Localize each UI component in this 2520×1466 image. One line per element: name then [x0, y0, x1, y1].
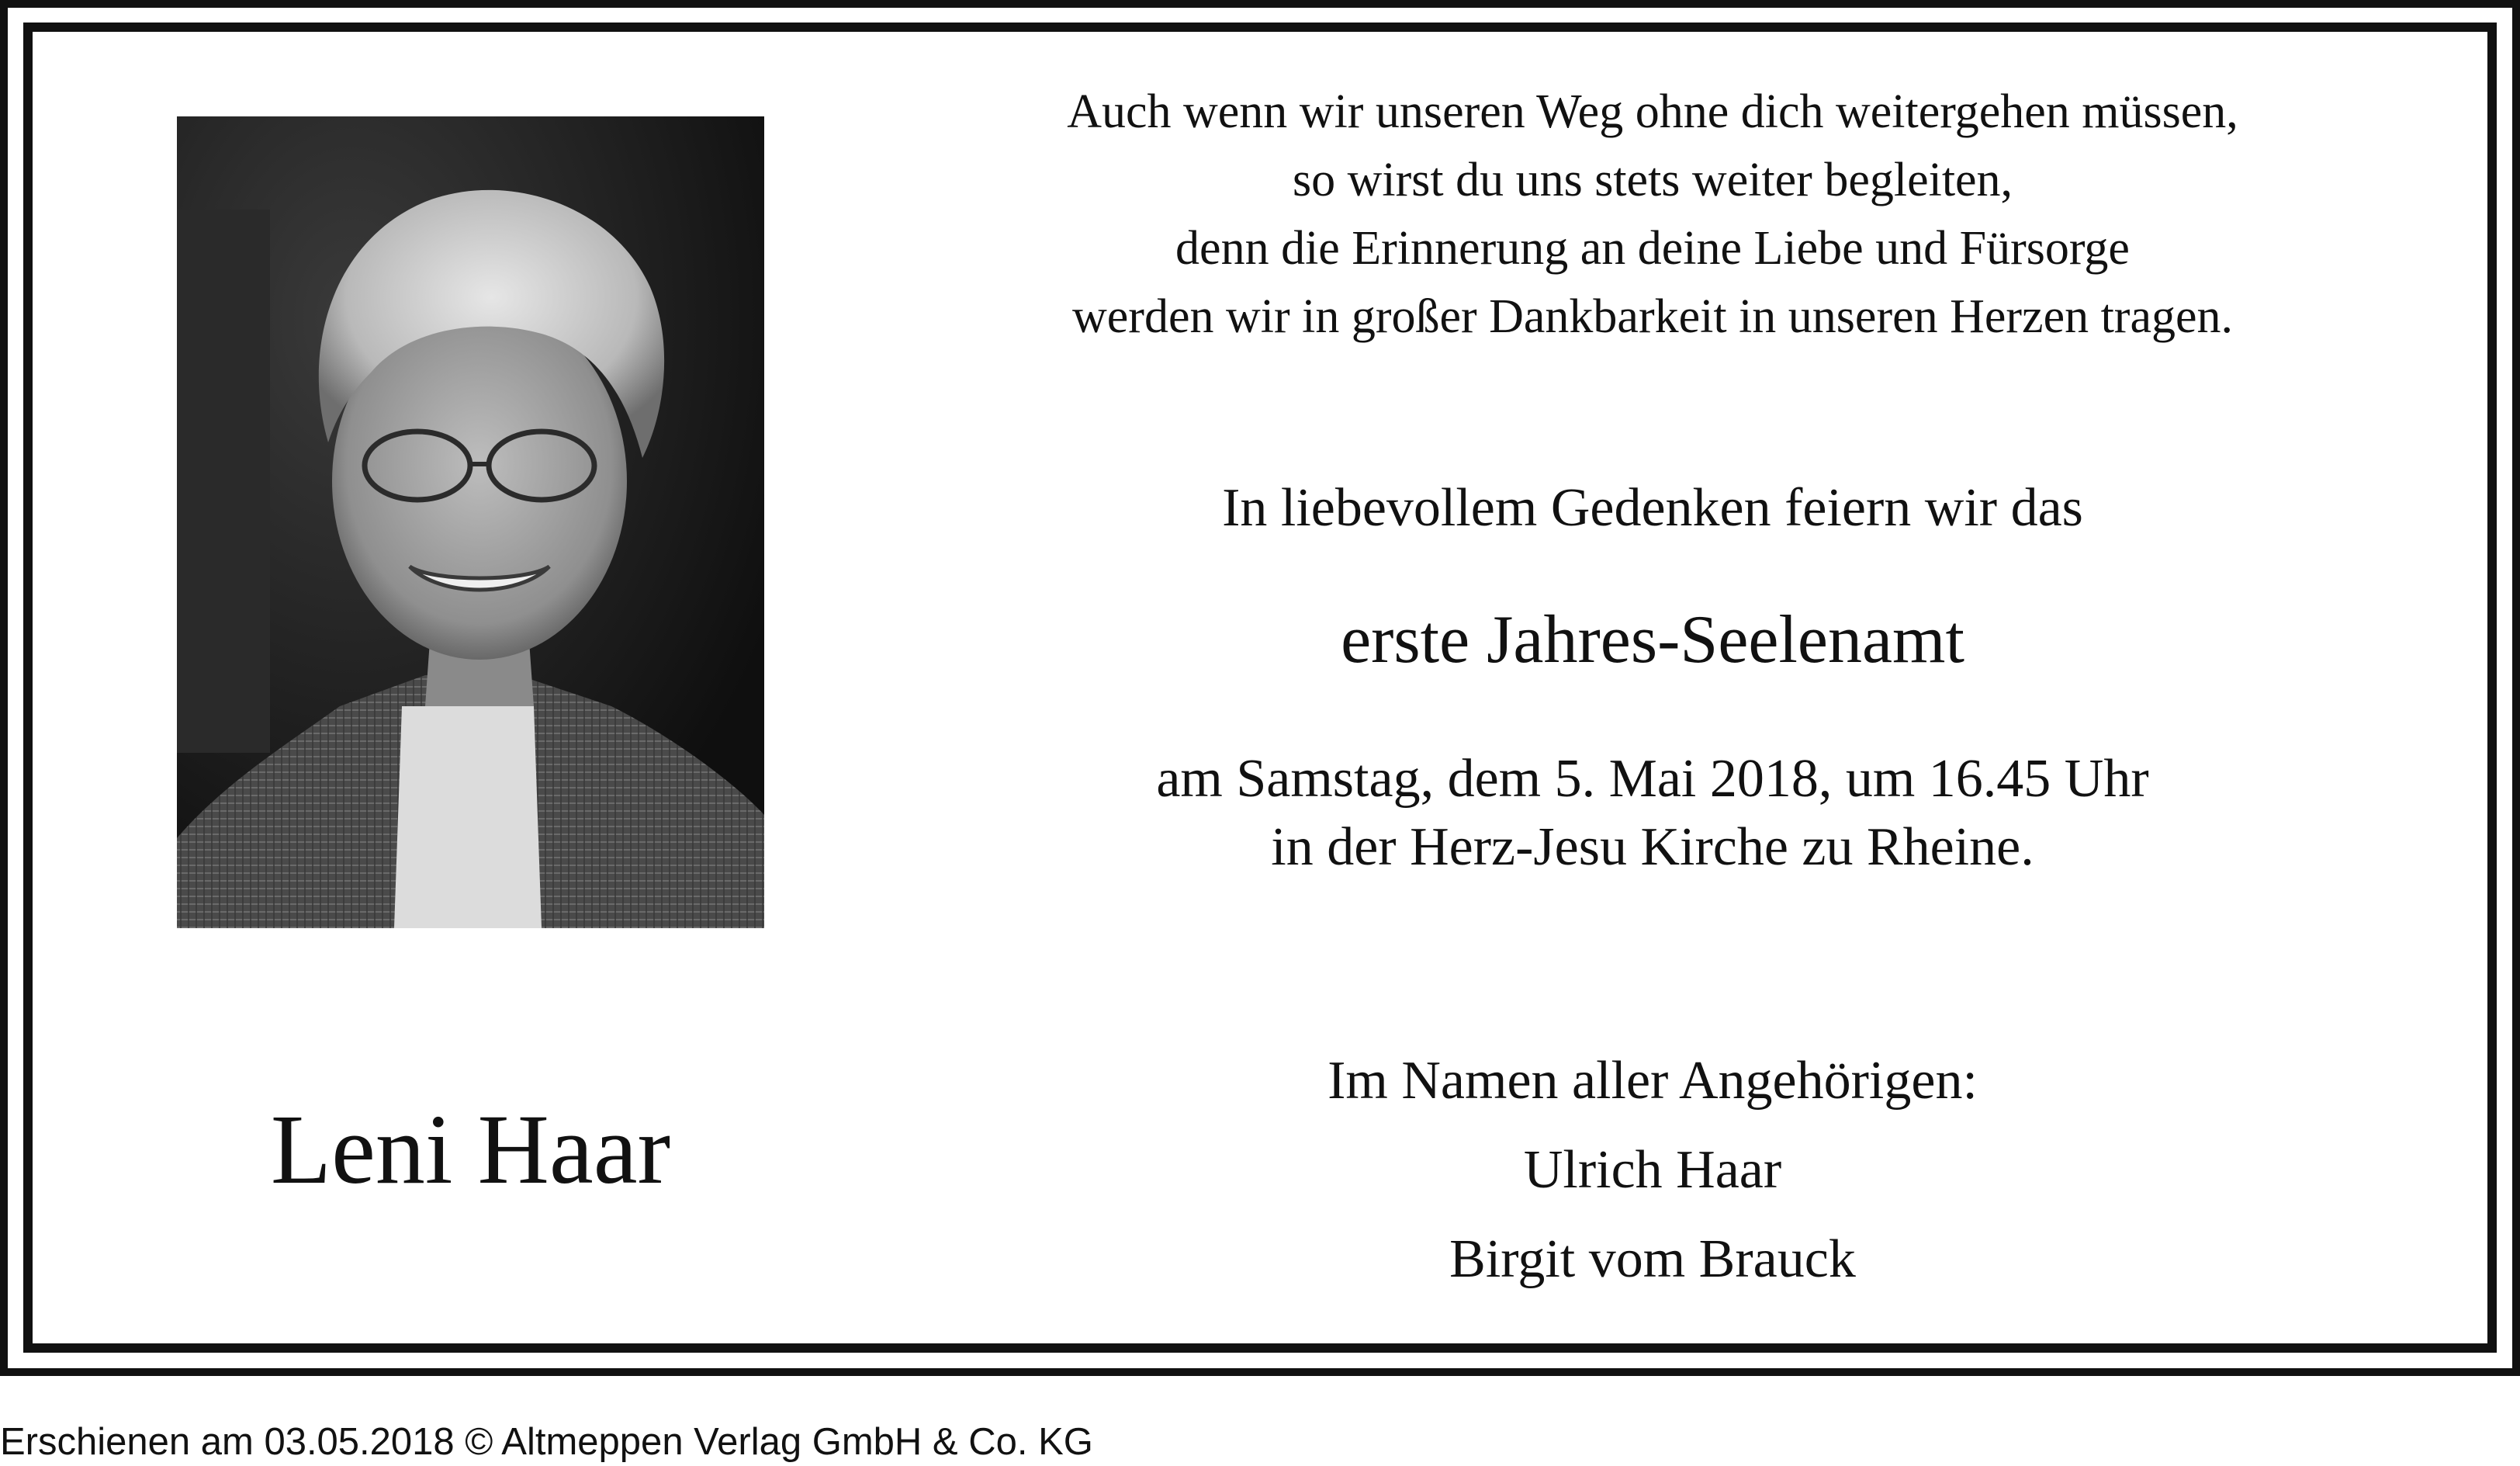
- portrait-photo: [177, 116, 764, 928]
- mourners-block: [931, 1036, 2374, 1304]
- poem-line: denn die Erinnerung an deine Liebe und Fürsorge: [1175, 222, 2130, 275]
- service-details: [931, 745, 2374, 882]
- mourner-name: Ulrich Haar: [1523, 1140, 1782, 1200]
- mourners-heading: Im Namen aller Angehörigen:: [1328, 1051, 1978, 1111]
- deceased-name: Leni Haar: [270, 1094, 671, 1204]
- service-date-line: am Samstag, dem 5. Mai 2018, um 16.45 Uhr: [1156, 749, 2149, 809]
- poem-line: so wirst du uns stets weiter begleiten,: [1292, 154, 2013, 206]
- memorial-poem: [931, 78, 2374, 351]
- mourner-name: Birgit vom Brauck: [1449, 1229, 1856, 1289]
- portrait-photo-image: [177, 116, 764, 928]
- announcement-intro: In liebevollem Gedenken feiern wir das: [1222, 478, 2083, 538]
- service-place-line: in der Herz-Jesu Kirche zu Rheine.: [1271, 817, 2034, 877]
- poem-line: werden wir in großer Dankbarkeit in unseren Herzen tragen.: [1072, 290, 2233, 343]
- service-title: erste Jahres-Seelenamt: [1341, 602, 1964, 678]
- publication-footer: Erschienen am 03.05.2018 © Altmeppen Verlag GmbH & Co. KG: [0, 1421, 1093, 1463]
- poem-line: Auch wenn wir unseren Weg ohne dich weitergehen müssen,: [1067, 85, 2238, 138]
